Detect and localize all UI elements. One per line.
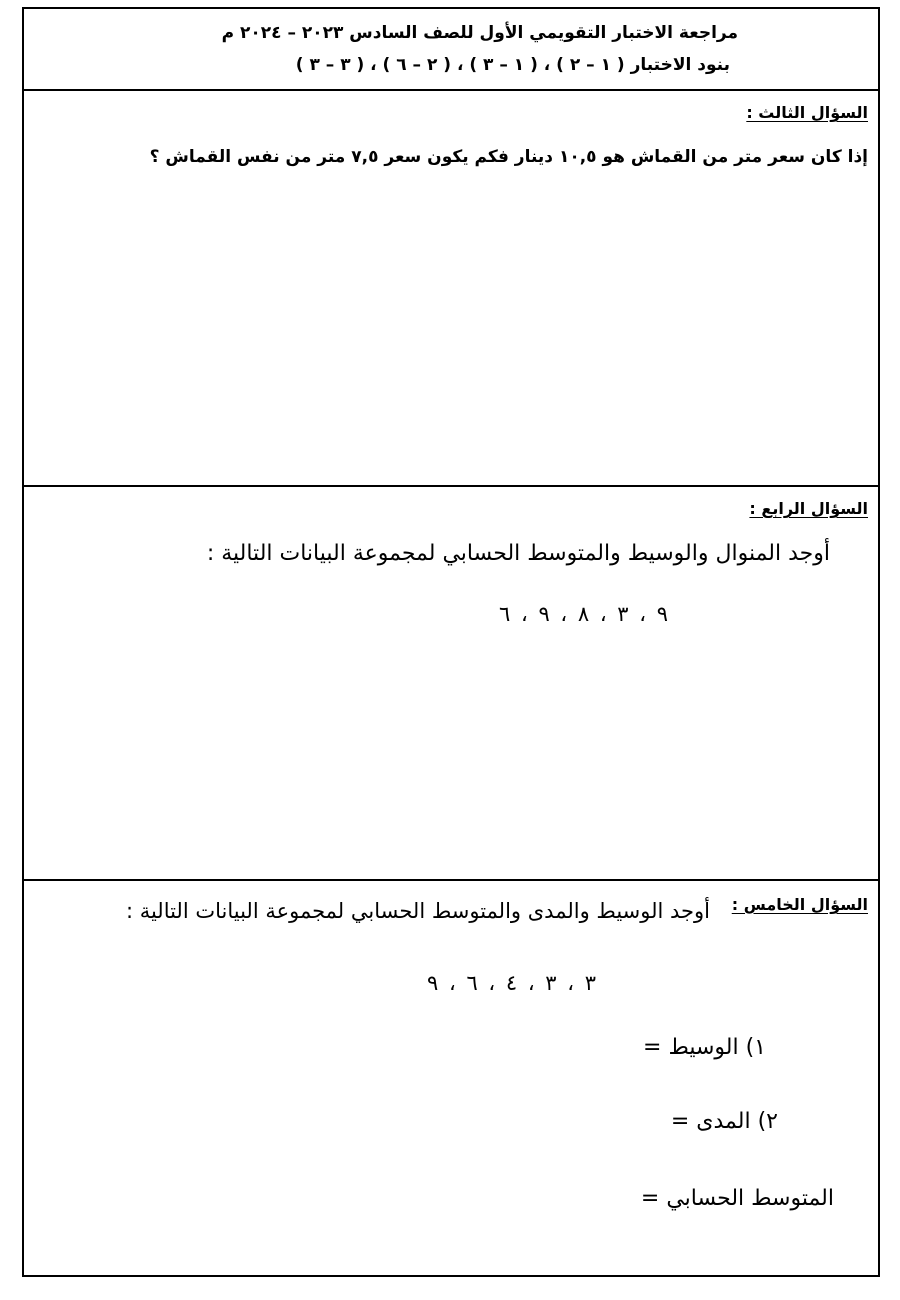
worksheet-title: مراجعة الاختبار التقويمي الأول للصف السادس ٢٠٢٣ – ٢٠٢٤ م (221, 23, 738, 43)
question-4-data: ٩ ، ٣ ، ٨ ، ٩ ، ٦ (499, 602, 668, 626)
question-3-text: إذا كان سعر متر من القماش هو ١٠,٥ دينار فكم يكون سعر ٧,٥ متر من نفس القماش ؟ (149, 147, 868, 167)
mean-answer-line: المتوسط الحسابي = (640, 1186, 834, 1211)
question-4-text: أوجد المنوال والوسيط والمتوسط الحسابي لمجموعة البيانات التالية : (206, 541, 830, 566)
question-5-text: أوجد الوسيط والمدى والمتوسط الحسابي لمجموعة البيانات التالية : (125, 899, 710, 923)
median-answer-line: ١) الوسيط = (643, 1035, 766, 1060)
question-3-section (24, 91, 878, 487)
question-5-section (24, 881, 878, 1275)
range-answer-line: ٢) المدى = (670, 1109, 778, 1134)
question-5-heading: السؤال الخامس : (731, 895, 868, 914)
question-4-heading: السؤال الرابع : (749, 499, 868, 518)
header-section (24, 9, 878, 91)
test-items: بنود الاختبار ( ١ – ٢ ) ، ( ١ – ٣ ) ، ( ٢ – ٦ ) ، ( ٣ – ٣ ) (295, 55, 730, 75)
question-3-heading: السؤال الثالث : (746, 103, 868, 122)
question-4-section (24, 487, 878, 881)
worksheet (22, 7, 880, 1277)
question-5-data: ٣ ، ٣ ، ٤ ، ٦ ، ٩ (427, 971, 596, 995)
